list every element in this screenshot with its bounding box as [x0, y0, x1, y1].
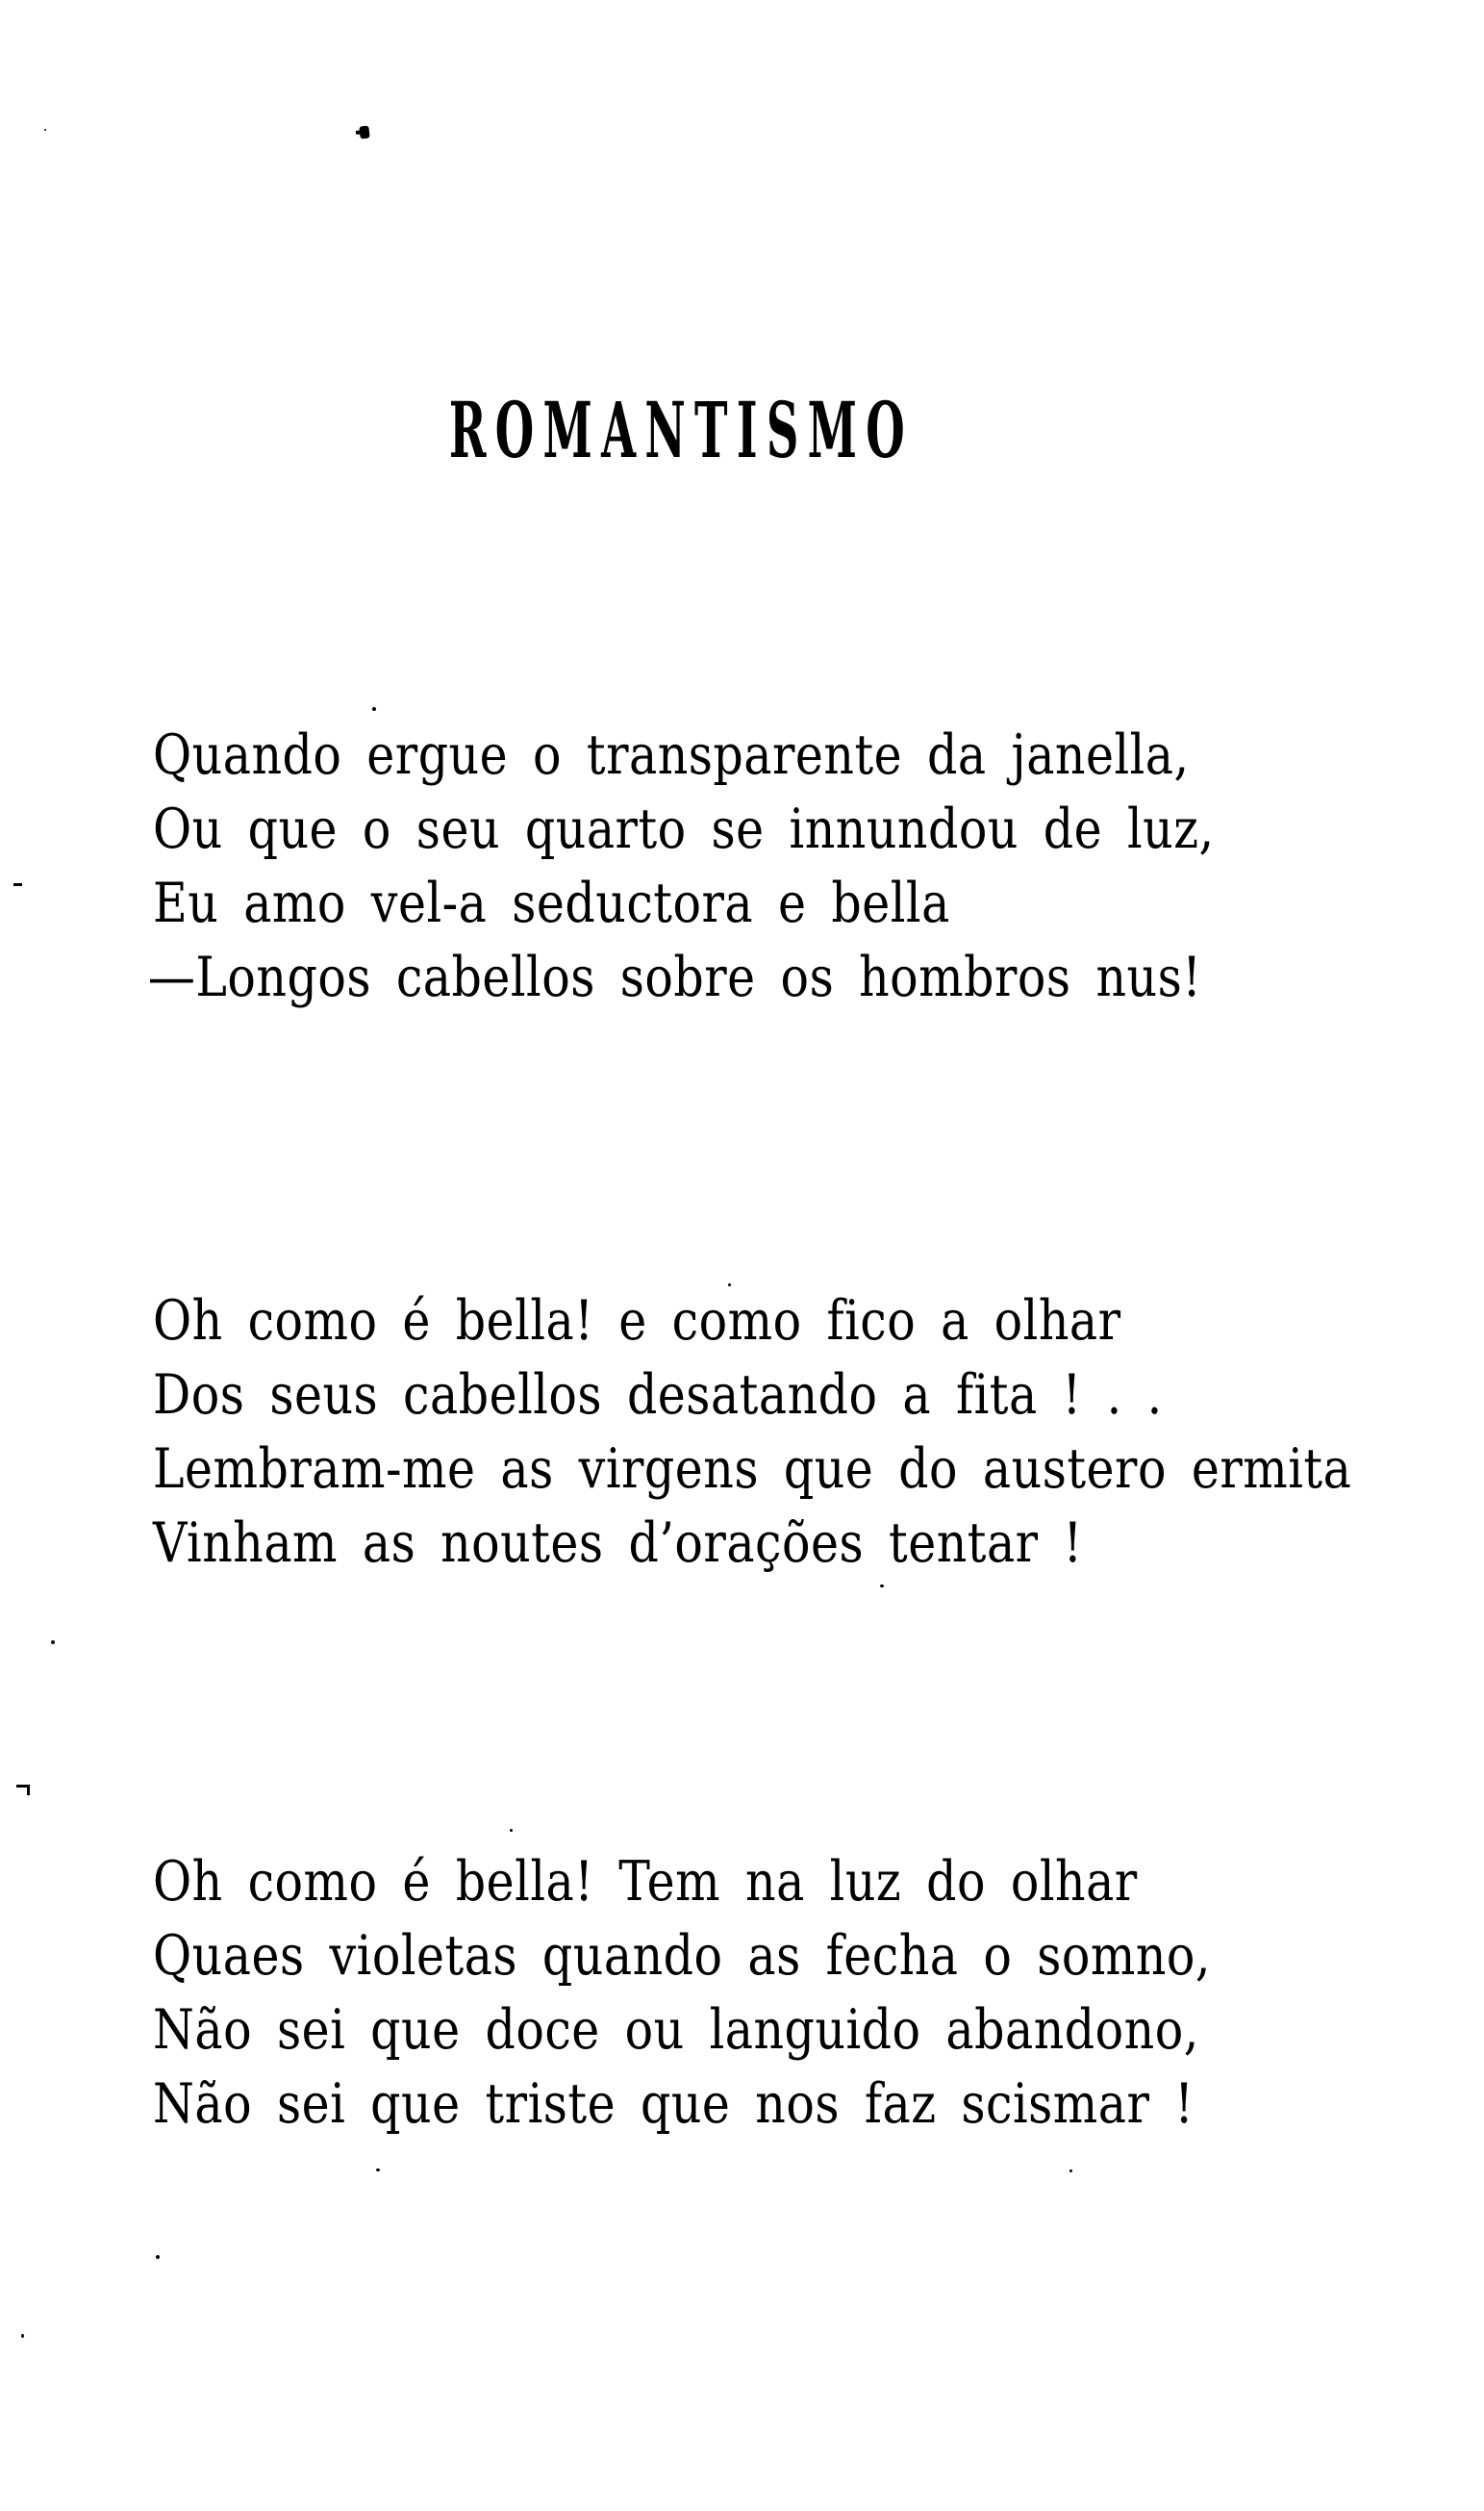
stanza-3: [153, 1845, 1352, 2142]
poem-line: Quaes violetas quando as fecha o somno,: [153, 1924, 1211, 1988]
ink-speck: [376, 2169, 380, 2171]
poem-line: Oh como é bella! Tem na luz do olhar: [153, 1850, 1138, 1914]
poem-line: Vinham as noutes d’orações tentar !: [153, 1511, 1083, 1575]
ink-speck: [44, 129, 46, 131]
ink-speck: [16, 1785, 30, 1795]
stanza-1: [147, 719, 1352, 1015]
ink-speck: [156, 2255, 160, 2259]
poem-line: Ou que o seu quarto se innundou de luz,: [153, 798, 1215, 861]
ink-speck: [880, 1585, 884, 1587]
ink-speck: [13, 883, 22, 886]
stanza-2: [153, 1284, 1352, 1581]
ink-blot: [359, 126, 369, 140]
poem-line: Oh como é bella! e como fico a olhar: [153, 1289, 1121, 1353]
ink-speck: [1069, 2169, 1072, 2172]
ink-speck: [21, 2334, 24, 2338]
poem-line: Lembram-me as virgens que do austero ermita: [153, 1437, 1352, 1501]
poem-line: Quando ergue o transparente da janella,: [153, 723, 1190, 787]
ink-speck: [51, 1640, 55, 1644]
poem-line: Dos seus cabellos desatando a fita ! . .: [153, 1363, 1163, 1427]
poem-line: Não sei que triste que nos faz scismar !: [153, 2072, 1195, 2136]
ink-speck: [510, 1829, 513, 1832]
poem-line: —Longos cabellos sobre os hombros nus!: [147, 946, 1202, 1009]
poem-title: ROMANTISMO: [448, 385, 914, 475]
poem-title-row: [0, 385, 1362, 475]
poem-line: Eu amo vel-a seductora e bella: [153, 872, 950, 935]
poem-line: Não sei que doce ou languido abandono,: [153, 1998, 1199, 2062]
ink-speck: [372, 707, 376, 711]
